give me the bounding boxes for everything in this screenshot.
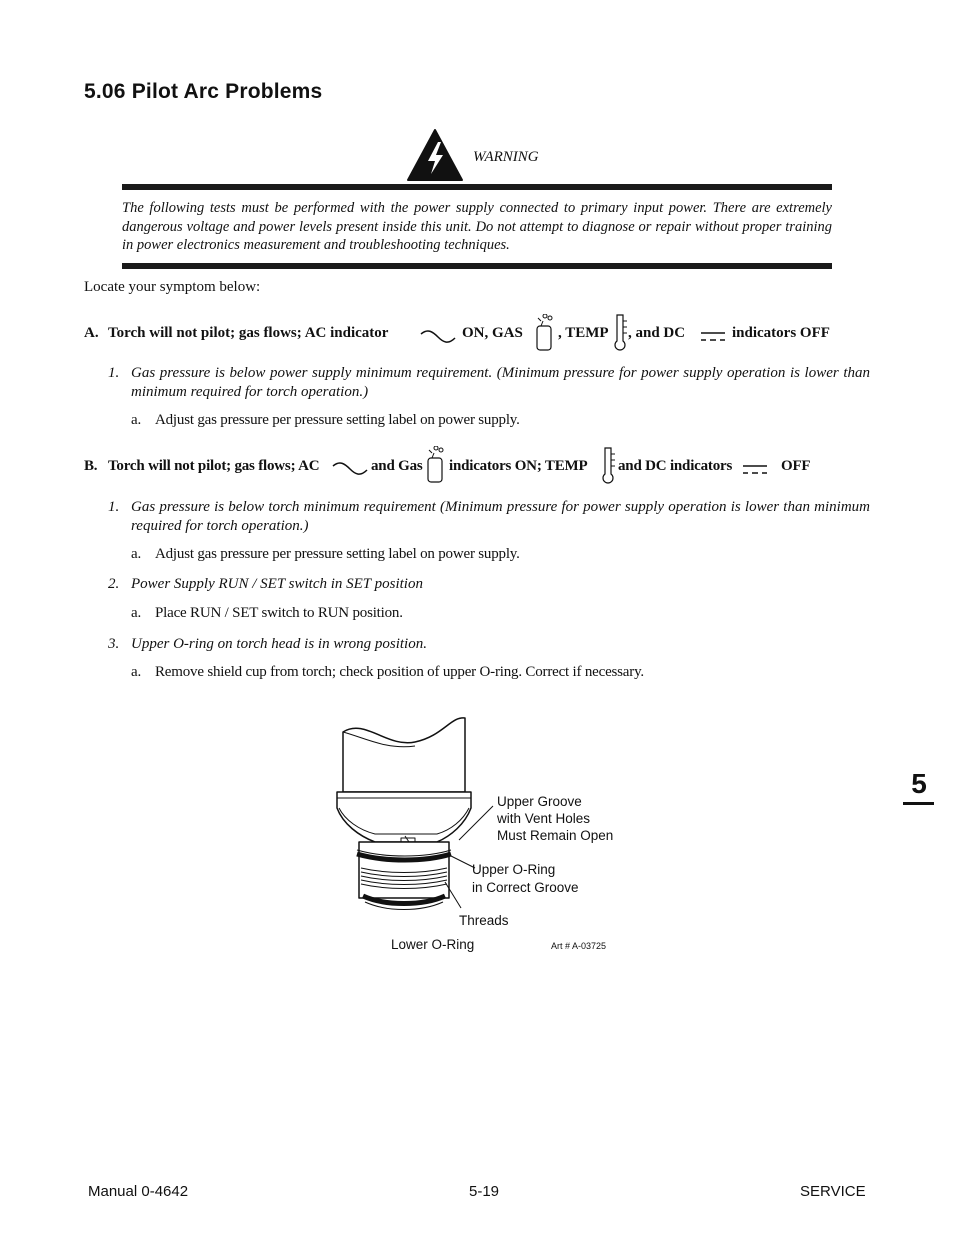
symptom-letter: A.	[84, 325, 99, 341]
temp-indicator-icon	[612, 313, 628, 353]
warning-bottom-rule	[122, 263, 832, 269]
symptom-text: indicators OFF	[732, 325, 830, 341]
cause-item	[108, 575, 870, 594]
fix-item	[131, 605, 691, 625]
symptom-text: , TEMP	[558, 325, 609, 341]
section-title: 5.06 Pilot Arc Problems	[84, 80, 323, 103]
footer-section: SERVICE	[800, 1183, 866, 1200]
art-number: Art # A-03725	[551, 941, 607, 951]
symptom-text: and Gas	[371, 458, 423, 474]
cause-text: Power Supply RUN / SET switch in SET position	[131, 576, 423, 592]
dc-indicator-icon	[700, 331, 726, 343]
fix-text: Remove shield cup from torch; check position of upper O-ring. Correct if necessary.	[155, 664, 644, 680]
dc-indicator-icon	[742, 464, 768, 476]
fix-item	[131, 412, 691, 432]
symptom-letter: B.	[84, 458, 98, 474]
symptom-text: Torch will not pilot; gas flows; AC indicator	[108, 325, 389, 341]
electrical-hazard-icon	[406, 128, 464, 182]
symptom-text: and DC indicators	[618, 458, 733, 474]
fix-text: Adjust gas pressure per pressure setting label on power supply.	[155, 412, 520, 428]
ac-indicator-icon	[420, 330, 456, 344]
callout-threads: Threads	[459, 913, 509, 928]
callout-upper-groove: Upper Groove with Vent Holes Must Remain Open	[497, 794, 614, 843]
gas-indicator-icon	[534, 314, 554, 352]
footer-page-number: 5-19	[469, 1183, 500, 1200]
cause-item	[108, 364, 870, 402]
fix-letter: a.	[131, 546, 142, 562]
cause-number: 1.	[108, 499, 120, 515]
callout-lower-oring: Lower O-Ring	[391, 937, 475, 952]
cause-number: 1.	[108, 365, 120, 381]
symptom-text: , and DC	[628, 325, 686, 341]
fix-item	[131, 546, 691, 566]
symptom-text: Torch will not pilot; gas flows; AC	[108, 458, 320, 474]
chapter-tab-number: 5	[911, 768, 927, 799]
ac-indicator-icon	[332, 462, 368, 476]
cause-item	[108, 635, 870, 654]
cause-number: 3.	[108, 636, 120, 652]
cause-text: Gas pressure is below torch minimum requirement (Minimum pressure for power supply operation is lower than minimum required for torch operation.)	[131, 499, 870, 534]
symptom-text: indicators ON; TEMP	[449, 458, 588, 474]
symptom-text: ON, GAS	[462, 325, 523, 341]
cause-text: Upper O-ring on torch head is in wrong position.	[131, 636, 427, 652]
cause-item	[108, 498, 870, 536]
gas-indicator-icon	[425, 446, 445, 484]
footer-manual: Manual 0-4642	[88, 1183, 189, 1200]
intro-text: Locate your symptom below:	[84, 279, 261, 295]
temp-indicator-icon	[600, 446, 616, 486]
symptom-a-heading	[84, 325, 864, 355]
chapter-tab-bar	[903, 802, 934, 805]
cause-text: Gas pressure is below power supply minimum requirement. (Minimum pressure for power supply operation is lower than minimum required for torch operation.)	[131, 365, 870, 400]
warning-top-rule	[122, 184, 832, 190]
fix-item	[131, 664, 791, 684]
fix-letter: a.	[131, 412, 142, 428]
symptom-text: OFF	[781, 458, 811, 474]
fix-letter: a.	[131, 664, 142, 680]
callout-upper-oring: Upper O-Ring in Correct Groove	[472, 862, 579, 895]
warning-text: The following tests must be performed with the power supply connected to primary input power. There are extremely dangerous voltage and power levels present inside this unit. Do not attempt to diagnose or repair without proper training in power electronics measurement and troubleshooting techniques.	[122, 200, 832, 254]
cause-number: 2.	[108, 576, 120, 592]
symptom-b-heading	[84, 458, 864, 488]
fix-text: Place RUN / SET switch to RUN position.	[155, 605, 403, 621]
fix-text: Adjust gas pressure per pressure setting label on power supply.	[155, 546, 520, 562]
warning-label: WARNING	[473, 149, 539, 165]
fix-letter: a.	[131, 605, 142, 621]
